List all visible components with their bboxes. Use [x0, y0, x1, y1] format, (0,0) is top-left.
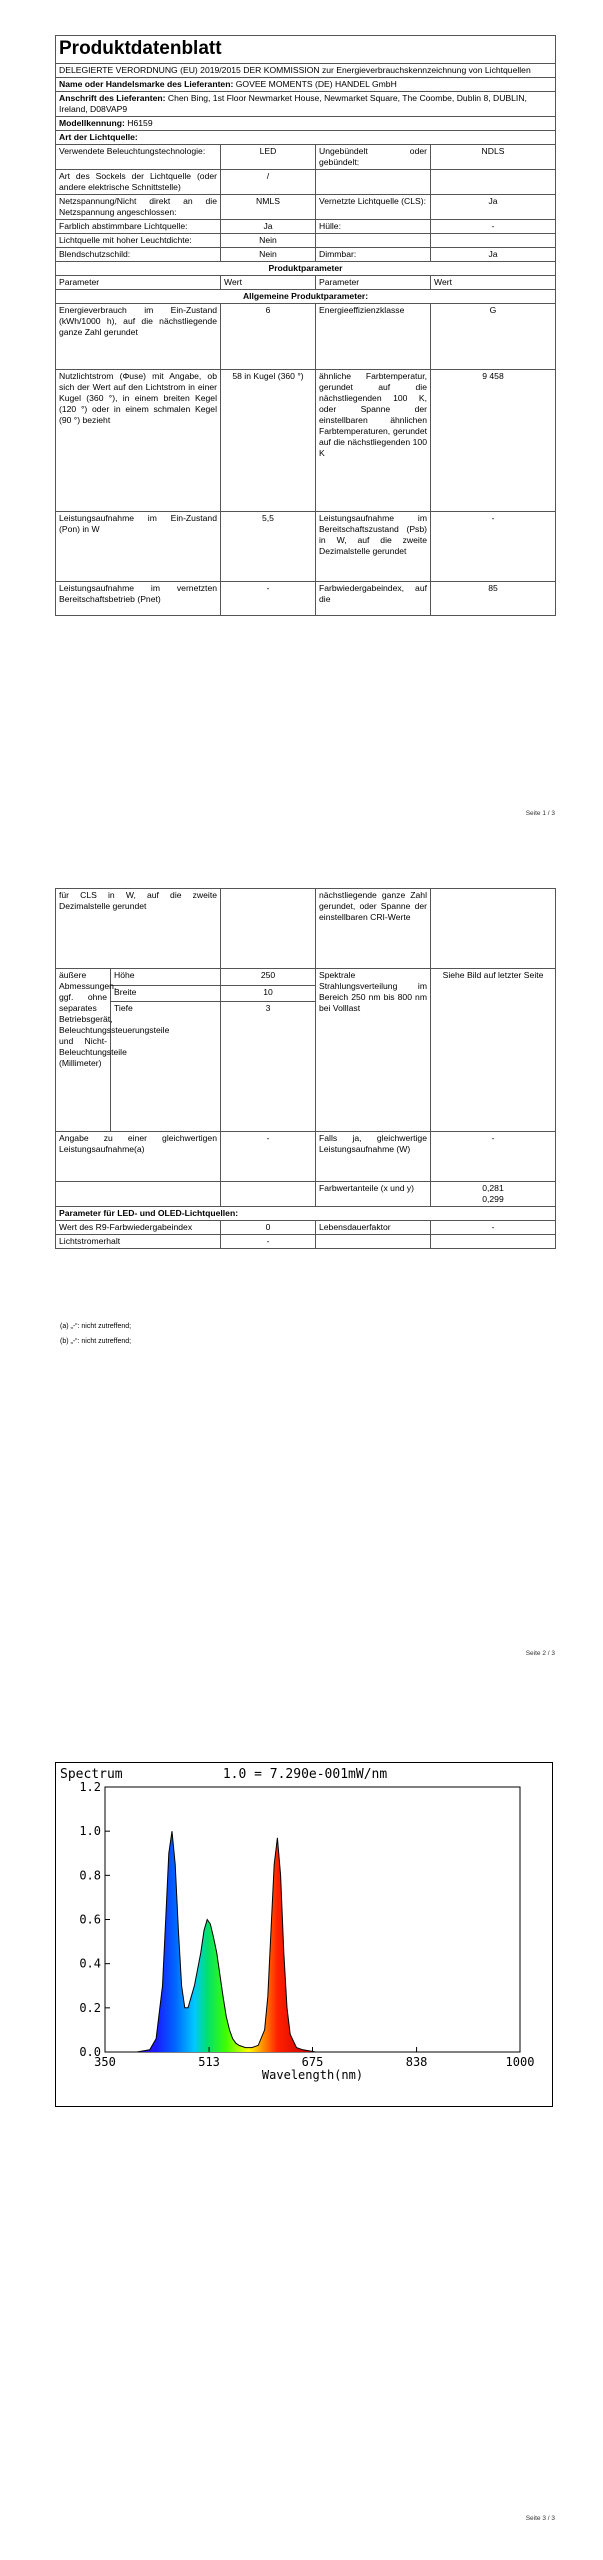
- table-row: Verwendete Beleuchtungstechnologie: LED Ungebündelt oder gebündelt: NDLS: [56, 144, 556, 169]
- table-row: Art des Sockels der Lichtquelle (oder andere elektrische Schnittstelle) /: [56, 169, 556, 194]
- y-tick-label: 0.4: [79, 1956, 101, 1971]
- y-tick-label: 1.2: [79, 1780, 101, 1794]
- table-row: Farbwertanteile (x und y) 0,281 0,299: [56, 1182, 556, 1207]
- table-row: Netzspannung/Nicht direkt an die Netzspannung angeschlossen: NMLS Vernetzte Lichtquelle (CLS): Ja: [56, 194, 556, 219]
- y-tick-label: 0.6: [79, 1912, 101, 1927]
- table-row: Tiefe 3: [56, 1002, 556, 1132]
- x-axis-label: Wavelength(nm): [261, 2068, 364, 2082]
- table-row: Wert des R9-Farbwiedergabeindex 0 Lebensdauerfaktor -: [56, 1221, 556, 1235]
- table-row: Lichtstromerhalt -: [56, 1235, 556, 1249]
- table-row: äußere Abmessungen, ggf. ohne separates Betriebsgerät, Beleuchtungssteuerungsteile und Nicht-Beleuchtungsteile (Millimeter) Höhe 250 Spektrale Strahlungsverteilung im Bereich 250 nm bis 800 nm bei Volllast Siehe Bild auf letzter Seite: [56, 969, 556, 986]
- product-params-heading: Produktparameter: [56, 261, 556, 275]
- y-tick-label: 0.0: [79, 2045, 101, 2059]
- y-tick-label: 1.0: [79, 1824, 101, 1839]
- table-row: Energieverbrauch im Ein-Zustand (kWh/1000 h), auf die nächstliegende ganze Zahl gerundet 6 Energieeffizienzklasse G: [56, 303, 556, 369]
- led-params-heading: Parameter für LED- und OLED-Lichtquellen:: [56, 1207, 556, 1221]
- general-params-heading: Allgemeine Produktparameter:: [56, 289, 556, 303]
- footnote-a: (a) „-“: nicht zutreffend;: [60, 1323, 132, 1330]
- x-tick-label: 838: [405, 2055, 428, 2069]
- table-row: Leistungsaufnahme im Ein-Zustand (Pon) in W 5,5 Leistungsaufnahme im Bereitschaftszustand (Psb) in W, auf die zweite Dezimalstelle gerundet -: [56, 511, 556, 581]
- y-tick-label: 0.8: [79, 1868, 101, 1883]
- x-tick-label: 350: [94, 2055, 116, 2069]
- spectrum-chart: [55, 1762, 553, 2107]
- type-heading: Art der Lichtquelle:: [56, 130, 556, 144]
- column-header-row: Parameter Wert Parameter Wert: [56, 275, 556, 289]
- page-number: Seite 2 / 3: [525, 1650, 555, 1657]
- y-tick-label: 0.2: [79, 2000, 101, 2015]
- table-row: für CLS in W, auf die zweite Dezimalstelle gerundet nächstliegende ganze Zahl gerundet, oder Spanne der einstellbaren CRI-Werte: [56, 889, 556, 969]
- table-row: Breite 10: [56, 985, 556, 1002]
- page-number: Seite 1 / 3: [525, 810, 555, 817]
- regulation-text: DELEGIERTE VERORDNUNG (EU) 2019/2015 DER KOMMISSION zur Energieverbrauchskennzeichnung von Lichtquellen: [56, 63, 556, 77]
- footnote-b: (b) „-“: nicht zutreffend;: [60, 1338, 132, 1345]
- table-row: Leistungsaufnahme im vernetzten Bereitschaftsbetrieb (Pnet) - Farbwiedergabeindex, auf die 85: [56, 581, 556, 615]
- x-tick-label: 513: [198, 2055, 220, 2069]
- table-row: Lichtquelle mit hoher Leuchtdichte: Nein: [56, 233, 556, 247]
- table-row: Nutzlichtstrom (Φuse) mit Angabe, ob sich der Wert auf den Lichtstrom in einer Kugel (360 °), in einem breiten Kegel (120 °) oder in einem schmalen Kegel (90 °) bezieht 58 in Kugel (360 °) ähnliche Farbtemperatur, gerundet auf die nächstliegenden 100 K, oder Spanne der einstellbaren ähnlichen Farbtemperaturen, gerundet auf die nächstliegenden 100 K 9 458: [56, 369, 556, 511]
- page-number: Seite 3 / 3: [525, 2515, 555, 2522]
- table-row: Angabe zu einer gleichwertigen Leistungsaufnahme(a) - Falls ja, gleichwertige Leistungsaufnahme (W) -: [56, 1132, 556, 1182]
- datasheet-table-page2: [55, 888, 556, 1249]
- chart-annotation: 1.0 = 7.290e-001mW/nm: [222, 1767, 388, 1782]
- supplier-row: Name oder Handelsmarke des Lieferanten: GOVEE MOMENTS (DE) HANDEL GmbH: [56, 77, 556, 91]
- datasheet-table-page1: [55, 35, 556, 616]
- table-row: Blendschutzschild: Nein Dimmbar: Ja: [56, 247, 556, 261]
- x-tick-label: 1000: [505, 2055, 535, 2069]
- chart-title: Spectrum: [60, 1767, 123, 1782]
- x-tick-label: 675: [301, 2055, 324, 2069]
- address-row: Anschrift des Lieferanten: Chen Bing, 1st Floor Newmarket House, Newmarket Square, The Coombe, Dublin 8, DUBLIN, Ireland, D08VAP9: [56, 91, 556, 116]
- model-row: Modellkennung: H6159: [56, 116, 556, 130]
- page-title: Produktdatenblatt: [56, 36, 556, 64]
- table-row: Farblich abstimmbare Lichtquelle: Ja Hülle: -: [56, 219, 556, 233]
